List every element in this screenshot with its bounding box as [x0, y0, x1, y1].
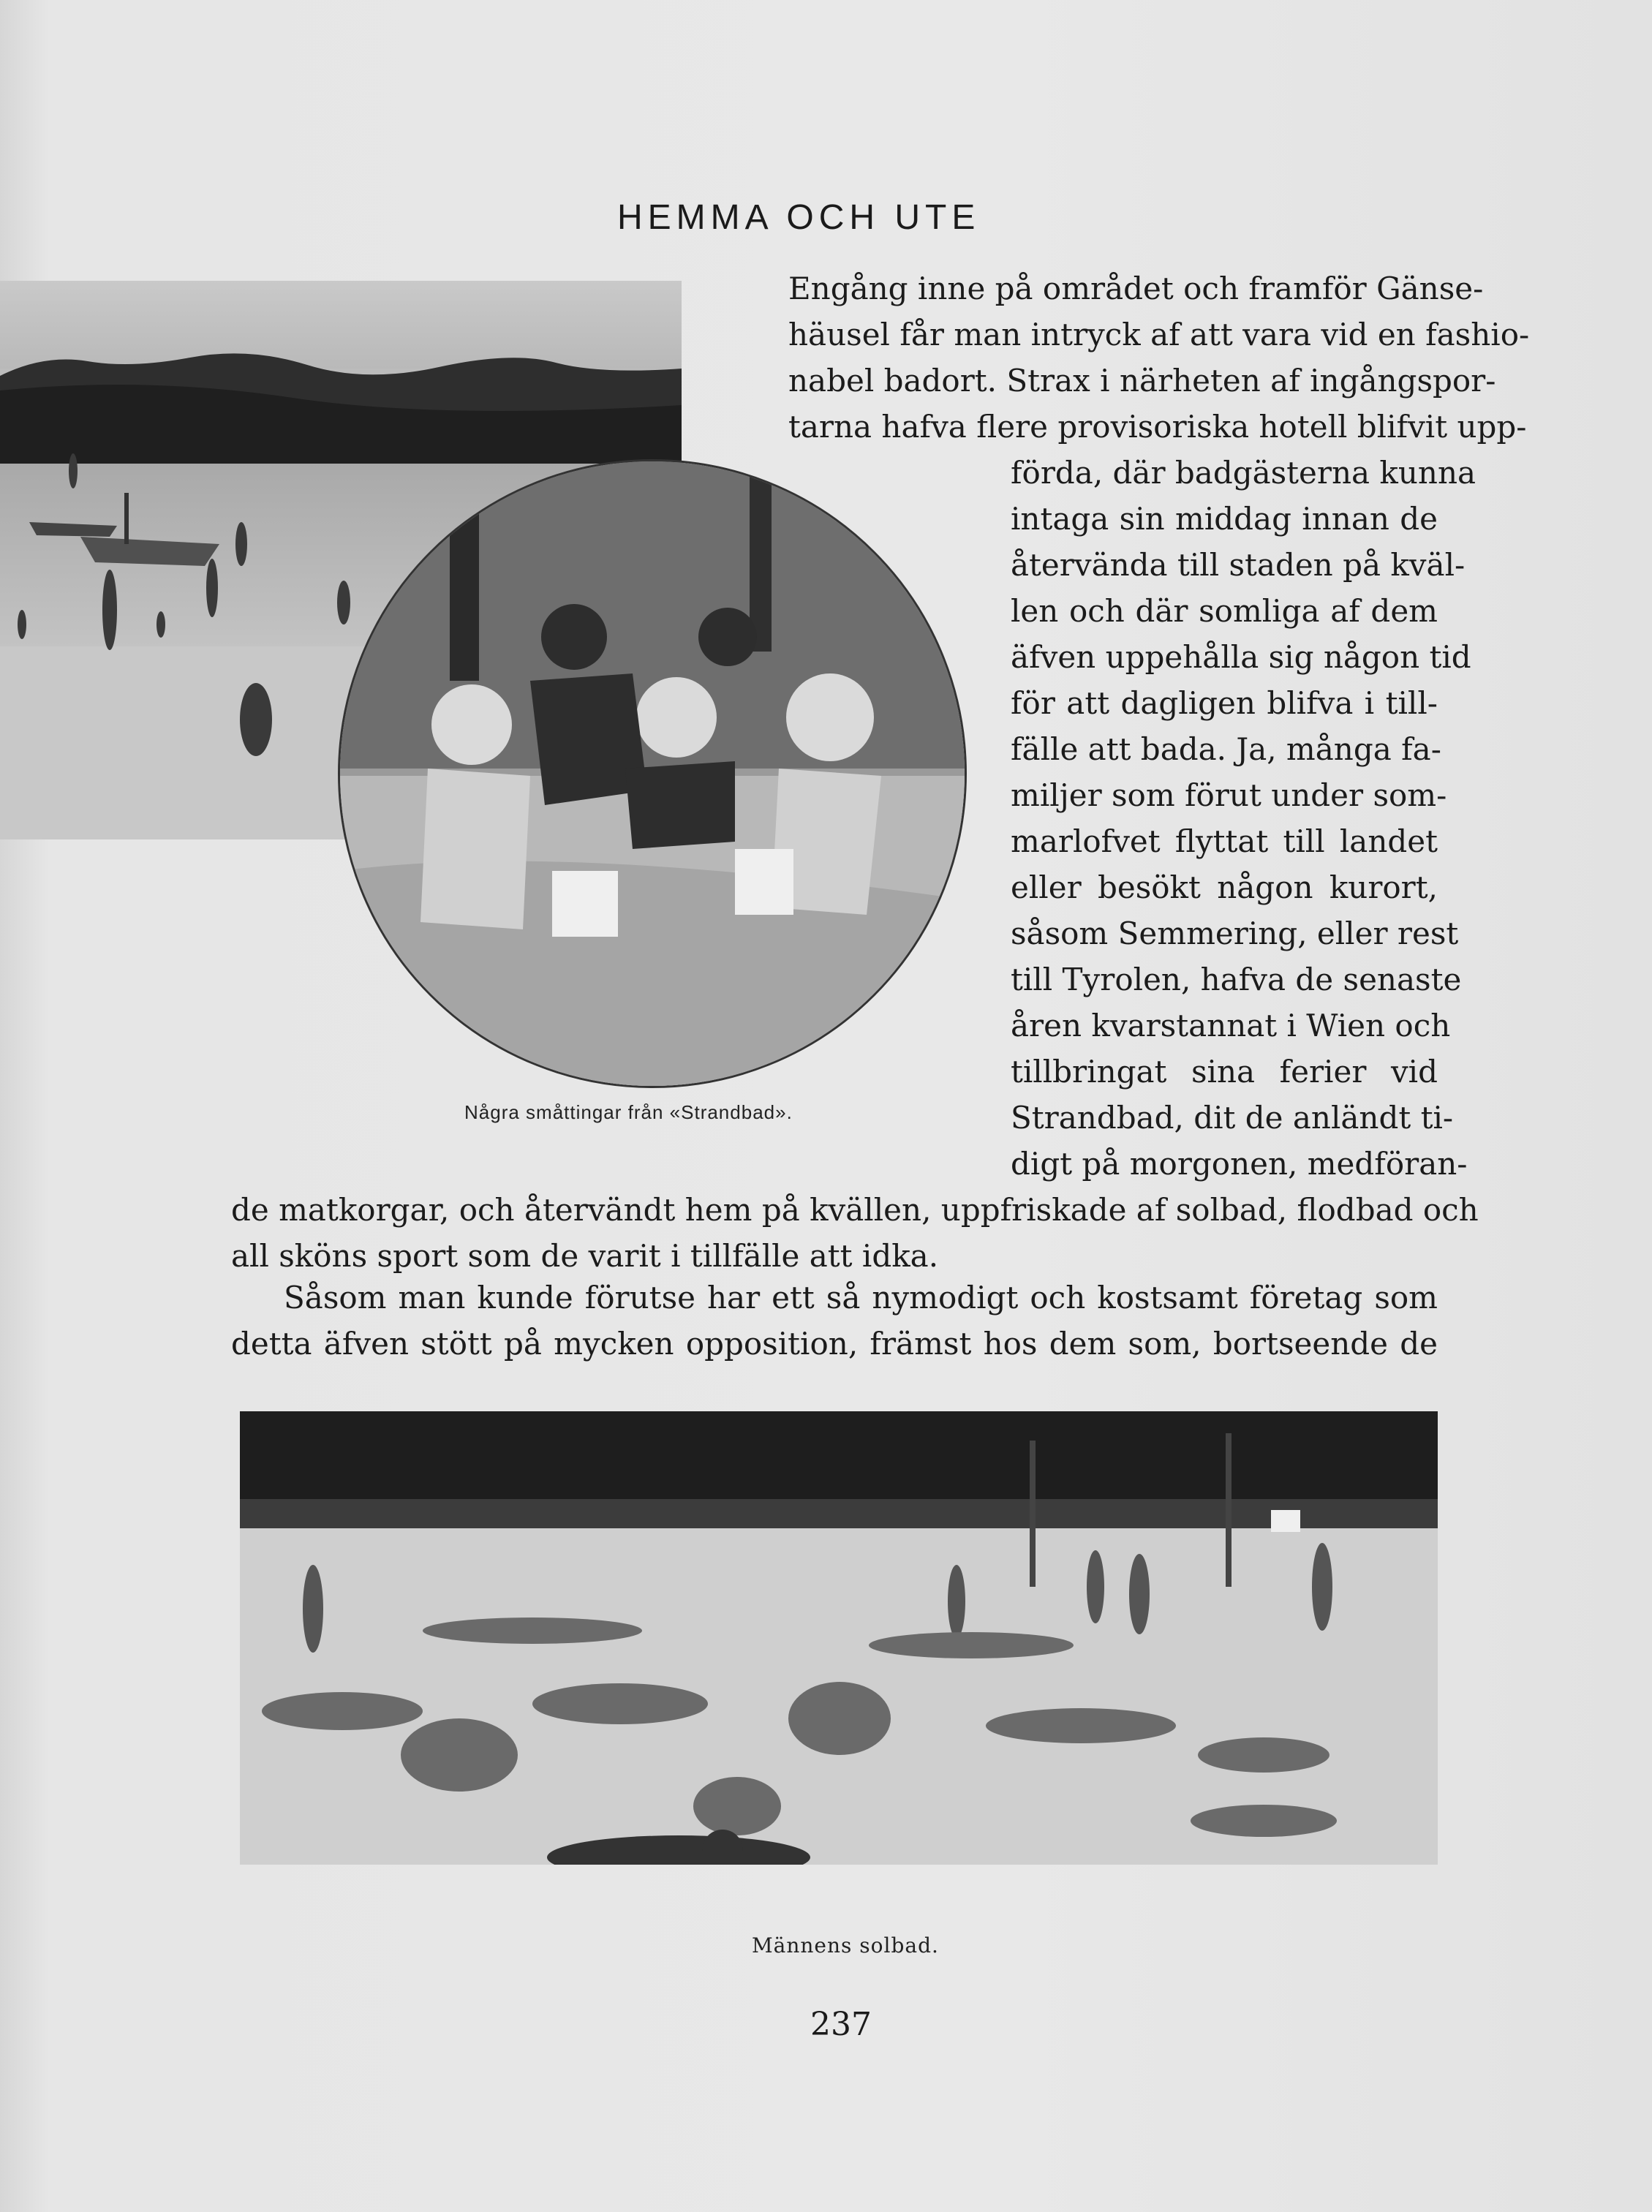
paragraph1-line-3: nabel badort. Strax i närheten af ingångspor-	[788, 363, 1496, 399]
column-line-12: till Tyrolen, hafva de senaste	[1011, 962, 1462, 997]
column-line-16: digt på morgonen, medföran-	[1011, 1146, 1468, 1182]
paragraph2-line-1: Såsom man kunde förutse har ett så nymodigt och kostsamt företag som	[284, 1280, 1438, 1316]
men-photo-image	[240, 1411, 1438, 1865]
column-line-4: len och där somliga af dem	[1011, 593, 1438, 629]
column-line-2: intaga sin middag innan de	[1011, 501, 1438, 537]
children-photo	[338, 459, 967, 1088]
page-number: 237	[810, 2006, 872, 2043]
column-line-1: förda, där badgästerna kunna	[1011, 455, 1476, 491]
column-line-5: äfven uppehålla sig någon tid	[1011, 639, 1471, 675]
paragraph1-line-2: häusel får man intryck af att vara vid en fashio-	[788, 317, 1530, 352]
column-line-8: miljer som förut under som-	[1011, 777, 1447, 813]
children-photo-image	[340, 461, 967, 1088]
running-header: HEMMA OCH UTE	[617, 198, 981, 237]
column-line-11: såsom Semmering, eller rest	[1011, 916, 1459, 951]
paragraph1-line-4: tarna hafva flere provisoriska hotell blifvit upp-	[788, 409, 1527, 445]
men-photo-caption: Männens solbad.	[752, 1933, 939, 1958]
paragraph2-line-2: detta äfven stött på mycken opposition, främst hos dem som, bortseende de	[231, 1326, 1438, 1362]
column-line-13: åren kvarstannat i Wien och	[1011, 1008, 1451, 1043]
column-line-15: Strandbad, dit de anländt ti-	[1011, 1100, 1454, 1136]
paragraph1-line-1: Engång inne på området och framför Gänse-	[788, 271, 1484, 306]
column-line-6: för att dagligen blifva i till-	[1011, 685, 1438, 721]
column-line-3: återvända till staden på kväl-	[1011, 547, 1466, 583]
paragraph1-last-line: all sköns sport som de varit i tillfälle att idka.	[231, 1238, 939, 1274]
column-line-9: marlofvet flyttat till landet	[1011, 823, 1438, 859]
column-line-7: fälle att bada. Ja, många fa-	[1011, 731, 1441, 767]
paragraph1-full-line-1: de matkorgar, och återvändt hem på kvällen, uppfriskade af solbad, flodbad och	[231, 1192, 1479, 1228]
children-photo-caption: Några småttingar från «Strandbad».	[464, 1101, 793, 1123]
column-line-10: eller besökt någon kurort,	[1011, 869, 1438, 905]
column-line-14: tillbringat sina ferier vid	[1011, 1054, 1438, 1090]
men-photo	[240, 1411, 1438, 1865]
